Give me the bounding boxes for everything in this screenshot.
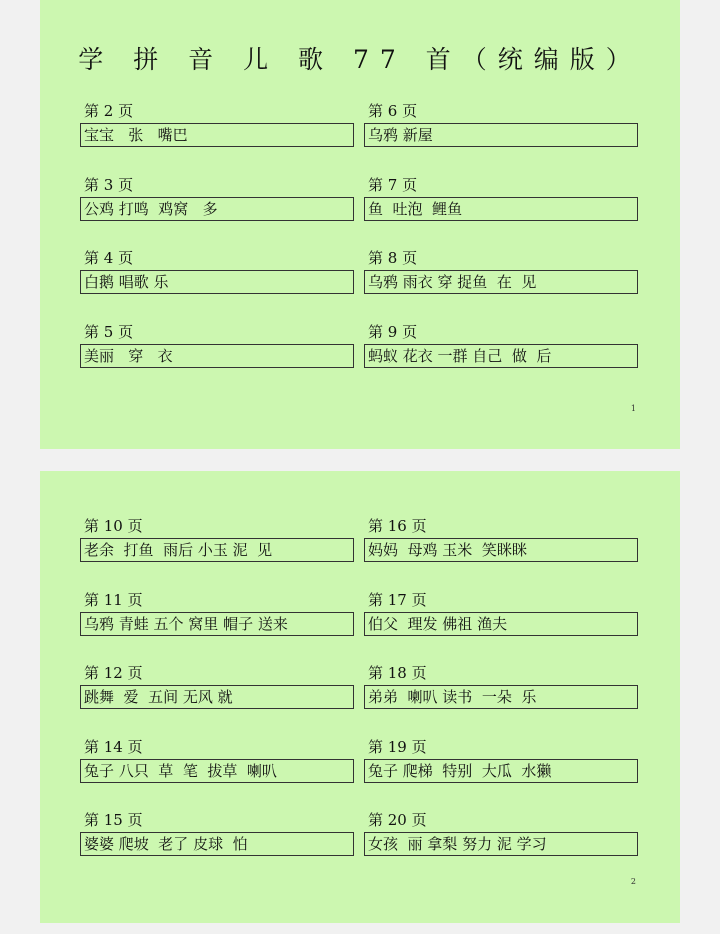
- entry-page-14: [80, 737, 354, 783]
- entry-label: 第 2 页: [84, 102, 134, 120]
- entry-words-box: 妈妈 母鸡 玉米 笑眯眯: [364, 538, 638, 562]
- entry-words-box: 白鹅 唱歌 乐: [80, 270, 354, 294]
- entry-label: 第 16 页: [368, 517, 427, 535]
- entry-page-2: [80, 101, 354, 147]
- entry-label: 第 6 页: [368, 102, 418, 120]
- entry-page-12: [80, 663, 354, 709]
- entry-words-box: 美丽 穿 衣: [80, 344, 354, 368]
- page-number: 2: [630, 877, 636, 886]
- entry-words-box: 公鸡 打鸣 鸡窝 多: [80, 197, 354, 221]
- entry-words-box: 婆婆 爬坡 老了 皮球 怕: [80, 832, 354, 856]
- page-number: 1: [630, 404, 636, 413]
- entry-page-11: [80, 590, 354, 636]
- entry-label: 第 4 页: [84, 249, 134, 267]
- entry-words-box: 兔子 爬梯 特别 大瓜 水獭: [364, 759, 638, 783]
- entry-words-box: 跳舞 爱 五间 无风 就: [80, 685, 354, 709]
- entry-label: 第 15 页: [84, 811, 143, 829]
- entry-page-18: [364, 663, 638, 709]
- entry-label: 第 14 页: [84, 738, 143, 756]
- entry-label: 第 12 页: [84, 664, 143, 682]
- entry-words-box: 女孩 丽 拿梨 努力 泥 学习: [364, 832, 638, 856]
- entry-page-10: [80, 516, 354, 562]
- entry-words-box: 弟弟 喇叭 读书 一朵 乐: [364, 685, 638, 709]
- entry-label: 第 17 页: [368, 591, 427, 609]
- entry-page-19: [364, 737, 638, 783]
- entry-label: 第 18 页: [368, 664, 427, 682]
- entry-label: 第 19 页: [368, 738, 427, 756]
- entry-page-16: [364, 516, 638, 562]
- document-page-2: [40, 471, 680, 923]
- entry-words-box: 鱼 吐泡 鲤鱼: [364, 197, 638, 221]
- entry-label: 第 5 页: [84, 323, 134, 341]
- entry-label: 第 11 页: [84, 591, 143, 609]
- entry-page-5: [80, 322, 354, 368]
- entry-page-9: [364, 322, 638, 368]
- entry-page-4: [80, 248, 354, 294]
- entry-words-box: 乌鸦 青蛙 五个 窝里 帽子 送来: [80, 612, 354, 636]
- entry-words-box: 乌鸦 雨衣 穿 捉鱼 在 见: [364, 270, 638, 294]
- entry-label: 第 20 页: [368, 811, 427, 829]
- entry-label: 第 3 页: [84, 176, 134, 194]
- entry-page-7: [364, 175, 638, 221]
- entry-page-20: [364, 810, 638, 856]
- document-page-1: [40, 0, 680, 449]
- entry-words-box: 兔子 八只 草 笔 拔草 喇叭: [80, 759, 354, 783]
- entry-words-box: 宝宝 张 嘴巴: [80, 123, 354, 147]
- entry-label: 第 8 页: [368, 249, 418, 267]
- entry-page-8: [364, 248, 638, 294]
- entry-label: 第 10 页: [84, 517, 143, 535]
- entry-words-box: 伯父 理发 佛祖 渔夫: [364, 612, 638, 636]
- entry-page-17: [364, 590, 638, 636]
- entry-words-box: 老余 打鱼 雨后 小玉 泥 见: [80, 538, 354, 562]
- entry-page-3: [80, 175, 354, 221]
- entry-words-box: 乌鸦 新屋: [364, 123, 638, 147]
- entry-label: 第 7 页: [368, 176, 418, 194]
- entry-label: 第 9 页: [368, 323, 418, 341]
- entry-page-6: [364, 101, 638, 147]
- entry-page-15: [80, 810, 354, 856]
- document-title: 学 拼 音 儿 歌 77 首（统编版）: [78, 45, 642, 74]
- entry-words-box: 蚂蚁 花衣 一群 自己 做 后: [364, 344, 638, 368]
